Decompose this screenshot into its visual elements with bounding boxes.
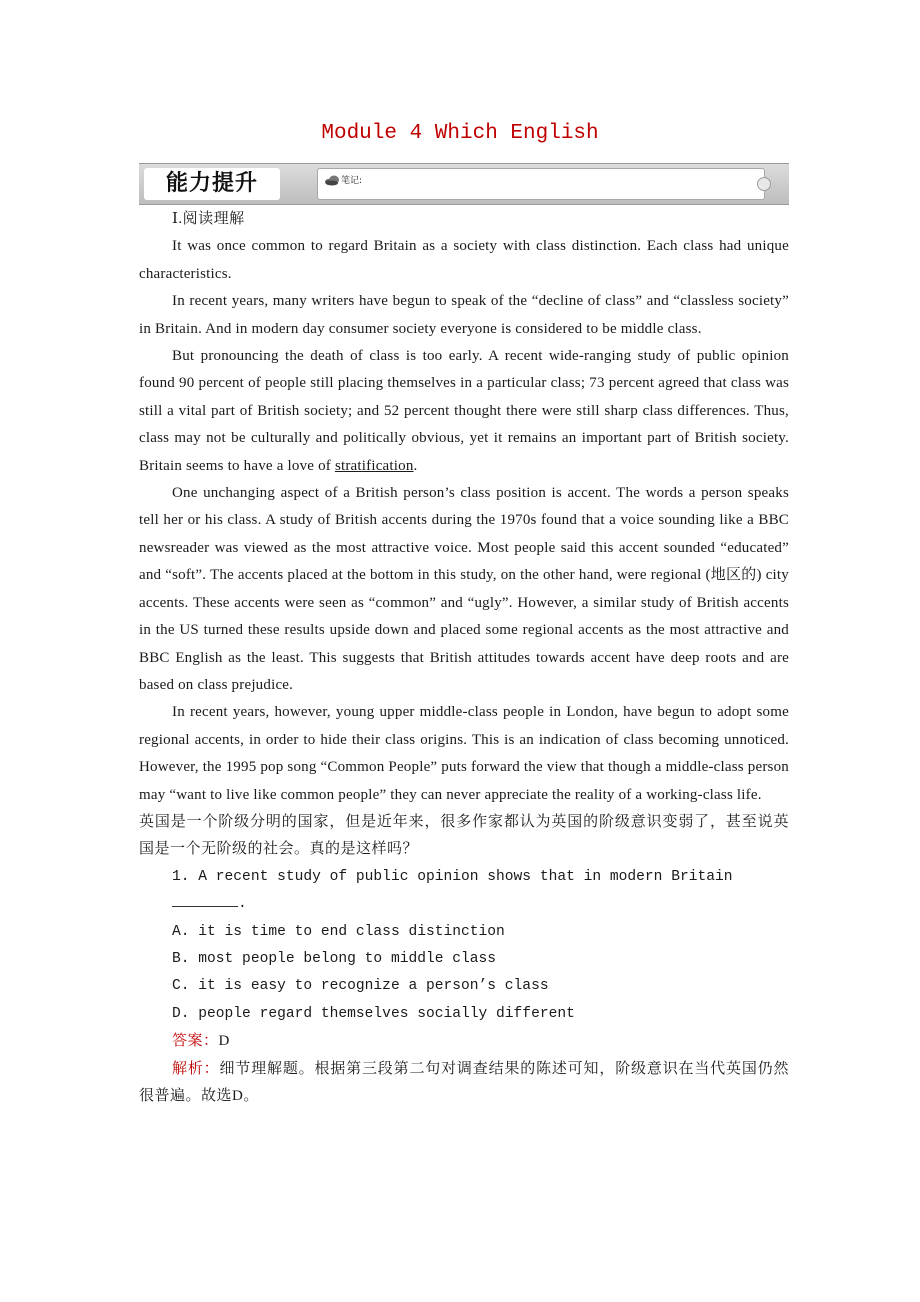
analysis-label: 解析： [172, 1060, 220, 1077]
question-stem [139, 864, 789, 919]
cloud-icon [324, 174, 340, 186]
paragraph-3-end: . [413, 457, 418, 474]
notes-box[interactable] [317, 168, 765, 200]
analysis-text: 细节理解题。根据第三段第二句对调查结果的陈述可知，阶级意识在当代英国仍然很普遍。故选D。 [139, 1060, 789, 1104]
section-heading: Ⅰ.阅读理解 [172, 211, 245, 227]
paragraph-5: In recent years, however, young upper middle-class people in London, have begun to adopt some regional accents, in order to hide their class origins. This is an indication of class becoming unnoticed. However, the 1995 pop song “Common People” puts forward the view that though a middle-class person may “want to live like common people” they can never appreciate the reality of a working-class life. [139, 704, 789, 803]
paragraph-3 [139, 343, 789, 480]
option-b: B. most people belong to middle class [172, 950, 497, 967]
answer-value: D [218, 1033, 230, 1050]
ability-label: 能力提升 [144, 168, 280, 200]
page-title: Module 4 Which English [321, 122, 599, 145]
question-end: . [238, 896, 247, 913]
paragraph-3-text: But pronouncing the death of class is too early. A recent wide-ranging study of public opinion found 90 percent of people still placing themselves in a particular class; 73 percent agreed that class was still a vital part of British society; and 52 percent thought there were still sharp class differences. Thus, class may not be culturally and politically obvious, yet it remains an important part of British society. Britain seems to have a love of [139, 348, 789, 474]
paragraph-1: It was once common to regard Britain as a society with class distinction. Each class had unique characteristics. [139, 238, 789, 282]
option-a: A. it is time to end class distinction [172, 923, 505, 940]
paragraph-4: One unchanging aspect of a British person’s class position is accent. The words a person speaks tell her or his class. A study of British accents during the 1970s found that a voice sounding like a BBC newsreader was viewed as the most attractive voice. Most people said this accent sounded “educated” and “soft”. The accents placed at the bottom in this study, on the other hand, were regional (地区的) city accents. These accents were seen as “common” and “ugly”. However, a similar study of British accents in the US turned these results upside down and placed some regional accents as the most attractive and BBC English as the least. This suggests that British attitudes towards accent have deep roots and are based on class prejudice. [139, 485, 789, 693]
content [139, 206, 789, 1110]
section-banner [139, 163, 789, 205]
answer-line [139, 1028, 789, 1055]
question-text: 1. A recent study of public opinion shows that in modern Britain [172, 868, 733, 885]
answer-label: 答案： [172, 1033, 219, 1050]
summary-chinese: 英国是一个阶级分明的国家，但是近年来，很多作家都认为英国的阶级意识变弱了，甚至说英国是一个无阶级的社会。真的是这样吗？ [139, 813, 789, 858]
option-c: C. it is easy to recognize a person’s class [172, 978, 549, 995]
option-d: D. people regard themselves socially different [172, 1005, 575, 1022]
analysis [139, 1056, 789, 1111]
banner-end-icon [757, 177, 771, 191]
underlined-word: stratification [334, 457, 414, 474]
answer-blank [172, 892, 238, 907]
notes-label: 笔记: [341, 176, 363, 186]
paragraph-2: In recent years, many writers have begun to speak of the “decline of class” and “classless society” in Britain. And in modern day consumer society everyone is considered to be middle class. [139, 293, 789, 337]
